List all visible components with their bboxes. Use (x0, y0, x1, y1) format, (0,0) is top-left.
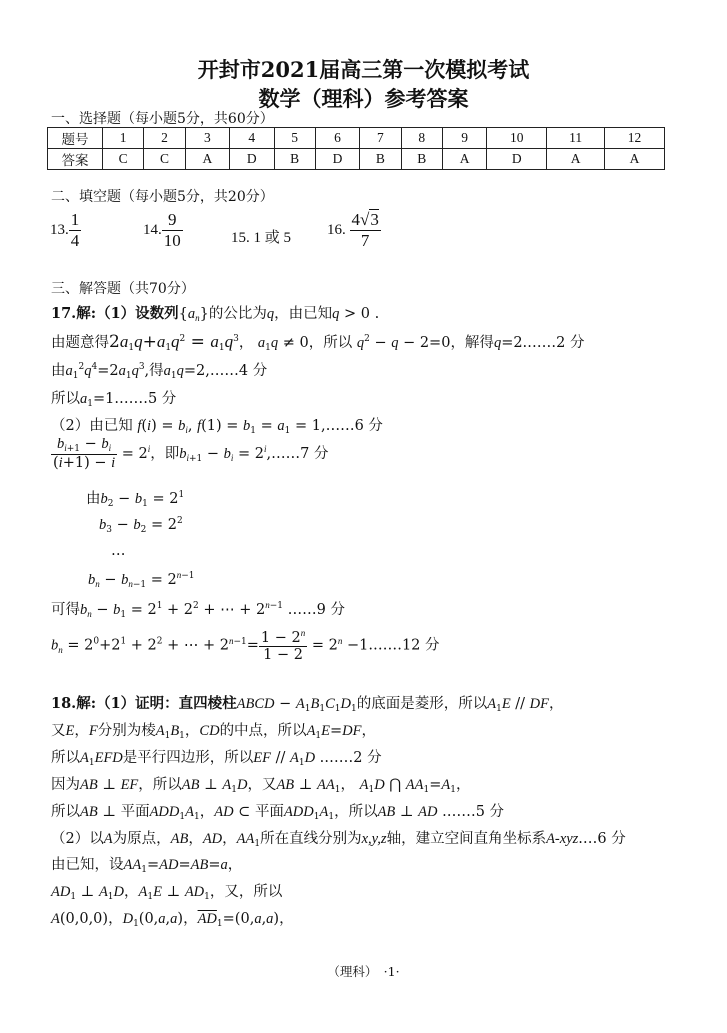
p18-line5: 所以AB ⊥ 平面$ADD_1A_1$，AD ⊂ 平面$ADD_1A_1$，所以AB ⊥ AD .……5 分 (51, 804, 505, 822)
p17-l4a: 所以 (51, 391, 80, 407)
p17-l1c: ，由已知 (274, 306, 333, 322)
p17-points-12: ……12 分 (372, 637, 440, 654)
p17-line10: $b_n - b_{n-1} = 2^{n-1}$ (88, 570, 195, 590)
p17-l3a: 由 (51, 363, 66, 379)
section1-heading: 一、选择题（每小题5分，共60分） (51, 111, 274, 127)
a16-radicand: 3 (370, 210, 379, 229)
p18-line9: A(0,0,0)，$D_1(0,a,a)$，$\overline{AD}_1=(0,a,a)$， (51, 911, 294, 929)
p18-l5c: ， (199, 804, 215, 820)
p17-points-4: ……4 分 (209, 363, 268, 379)
p17-l10a: 可得 (51, 602, 80, 618)
a13-denominator: 4 (70, 231, 80, 250)
p17-l2a: 由题意得 (51, 335, 109, 351)
table-cell: B (274, 149, 315, 170)
a16-coefficient: 4 (351, 210, 360, 229)
table-cell: 2 (144, 128, 185, 149)
p18-l2e: 的中点，所以 (219, 723, 307, 739)
table-cell: A (547, 149, 605, 170)
table-cell: B (401, 149, 442, 170)
table-cell: 10 (487, 128, 547, 149)
page-subtitle: 数学（理科）参考答案 (258, 86, 469, 111)
table-cell: A (605, 149, 665, 170)
table-cell: 12 (605, 128, 665, 149)
a14-denominator: 10 (163, 231, 181, 250)
p17-l2c: ，所以 (308, 335, 353, 351)
p18-points-5: ……5 分 (446, 804, 505, 820)
p18-l5e: ，所以 (334, 804, 378, 820)
p17-l3b: ,得 (144, 363, 164, 379)
table-cell: 1 (103, 128, 144, 149)
p18-l2a: 又 (51, 723, 66, 739)
p18-points-2: ……2 分 (324, 750, 382, 766)
p18-line2: 又E，F分别为棱$A_1B_1$，CD的中点，所以$A_1E=DF$， (51, 723, 377, 741)
table-cell: 11 (547, 128, 605, 149)
p17-line2: 由题意得$2a_1q+a_1q^2 = a_1q^3$， $a_1q \ne 0$，所以 $q^2 - q - 2=0$，解得q=2.……2 分 (51, 332, 585, 353)
p17-points-5: ……5 分 (118, 391, 177, 407)
p17-l1b: 的公比为 (208, 306, 267, 322)
p17-l6a: ，即 (150, 446, 180, 462)
a14-numerator: 9 (162, 210, 183, 231)
a16-denominator: 7 (360, 231, 370, 250)
p17-l4b: =1. (92, 391, 119, 407)
table-cell: 3 (185, 128, 229, 149)
table-cell: 9 (442, 128, 486, 149)
p17-points-2: ……2 分 (527, 335, 585, 351)
table-cell: C (144, 149, 185, 170)
p18-line7: 由已知，设$AA_1=AD=AB=a$， (51, 857, 243, 875)
p17-line9: … (111, 543, 126, 559)
p18-l8b: ，又 (209, 884, 239, 900)
p18-l5b: 平面 (120, 804, 150, 820)
p17-line6: $\frac{b_{i+1} - b_i}{(i+1) - i}$ = $2^i$，即$b_{i+1} - b_i$ = $2^i,\dots\dots 7$ 分 (53, 436, 329, 471)
p17-line1: 17.解:（1）设数列$\{a_n\}$的公比为q，由已知q > 0 . (51, 305, 380, 323)
p18-l5a: 所以 (51, 804, 80, 820)
table-cell: D (315, 149, 359, 170)
p18-l3b: 是平行四边形，所以 (122, 750, 254, 766)
p17-l3c: =2, (183, 363, 210, 379)
p17-l7a: 由 (86, 491, 101, 507)
p18-l6d: 轴，建立空间直角坐标系 (386, 831, 547, 847)
p18-l2d: ， (184, 723, 200, 739)
q14-number: 14. (143, 221, 162, 238)
p18-l3a: 所以 (51, 750, 80, 766)
table-cell: D (230, 149, 274, 170)
p18-l2b: ， (74, 723, 89, 739)
p17-line8: $b_3 - b_2 = 2^2$ (99, 516, 183, 535)
table-cell: 7 (360, 128, 401, 149)
p18-line8: $AD_1$ ⊥ $A_1D$，$A_1E$ ⊥ $AD_1$，又，所以 (51, 884, 283, 902)
table-cell: A (185, 149, 229, 170)
p18-l1a: 18.解:（1）证明：直四棱柱 (51, 695, 237, 712)
section3-heading: 三、解答题（共70分） (51, 281, 195, 297)
p18-points-6: …6 分 (582, 831, 626, 847)
fill-answer-13 (50, 210, 81, 251)
p18-l2c: 分别为棱 (97, 723, 156, 739)
table-cell: C (103, 149, 144, 170)
p18-l8a: ， (124, 884, 139, 900)
p18-l4a: 因为 (51, 777, 80, 793)
p18-l8c: ，所以 (238, 884, 283, 900)
table-cell: 4 (230, 128, 274, 149)
p17-line12: $b_n = 2^0+2^1 + 2^2$ + ⋯ + $2^{n-1}=$ $\frac{1 - 2^n}{1 - 2}$ = $2^n$ −1.……12 分 (51, 628, 440, 663)
table-row (48, 149, 665, 170)
table-row (48, 128, 665, 149)
p18-l6a: （2）以 (51, 831, 104, 847)
p18-l4c: ，又 (247, 777, 277, 793)
p17-line11: 可得$b_n - b_1 = 2^1 + 2^2$ + ⋯ + $2^{n-1}$ ……9 分 (51, 600, 345, 620)
p18-l4b: ，所以 (138, 777, 182, 793)
p17-line7: 由$b_2 - b_1 = 2^1$ (86, 490, 185, 509)
fill-answer-15: 15. 1 或 5 (231, 230, 292, 246)
table-cell: 5 (274, 128, 315, 149)
p17-points-9: ……9 分 (287, 602, 345, 618)
row-label-answer: 答案 (48, 149, 103, 170)
p18-l1b: 的底面是菱形，所以 (356, 696, 488, 712)
p17-line3: 由$a_1^2q^4=2a_1q^3$,得$a_1q=2,\dots\dots 4$ 分 (51, 362, 268, 381)
page-footer: （理科） ·1· (327, 964, 400, 979)
answer-table (47, 127, 665, 170)
p18-l7a: 由已知，设 (51, 857, 124, 873)
row-label-question: 题号 (48, 128, 103, 149)
p18-line1: 18.解:（1）证明：直四棱柱ABCD − $A_1B_1C_1D_1$的底面是菱形，所以$A_1E$ // DF， (51, 695, 564, 714)
p18-line4: 因为AB ⊥ EF，所以AB ⊥ $A_1D$，又AB ⊥ $AA_1$， $A_1D$ ⋂ $AA_1=A_1$， (51, 777, 471, 795)
p17-points-7: ……7 分 (271, 446, 329, 462)
table-cell: 6 (315, 128, 359, 149)
p18-l6b: 为原点， (112, 831, 171, 847)
p17-points-6: ……6 分 (325, 418, 383, 434)
a13-numerator: 1 (70, 210, 80, 229)
p17-line5: （2）由已知 $f(i) = b_i$, $f(1) = b_1 = a_1$ = 1,……6 分 (51, 418, 383, 436)
table-cell: 8 (401, 128, 442, 149)
p18-l5d: 平面 (254, 804, 284, 820)
p18-line3: 所以$A_1EFD$是平行四边形，所以EF // $A_1D$ .……2 分 (51, 750, 382, 768)
fill-answer-16: 16. $\frac{4√3}{7}$ (327, 210, 379, 250)
table-cell: D (487, 149, 547, 170)
p18-l6c: 所在直线分别为 (260, 831, 362, 847)
p18-line6: （2）以A为原点，AB，AD，$AA_1$所在直线分别为x,y,z轴，建立空间直角坐标系A-xyz.…6 分 (51, 831, 626, 849)
page-title: 开封市2021届高三第一次模拟考试 (197, 57, 530, 82)
p17-l2e: =2. (501, 335, 528, 351)
fill-answer-14 (143, 210, 183, 251)
q16-number: 16. (327, 221, 346, 238)
table-cell: A (442, 149, 486, 170)
p17-l5a: （2）由已知 (51, 418, 133, 434)
p17-l2b: ， (238, 335, 254, 351)
table-cell: B (360, 149, 401, 170)
p17-line4: 所以$a_1=1.\dots\dots 5$ 分 (51, 391, 177, 409)
p17-l2d: ，解得 (450, 335, 494, 351)
q13-number: 13. (50, 221, 69, 238)
p17-l1a: 17.解:（1）设数列 (51, 305, 179, 322)
section2-heading: 二、填空题（每小题5分，共20分） (51, 189, 274, 205)
